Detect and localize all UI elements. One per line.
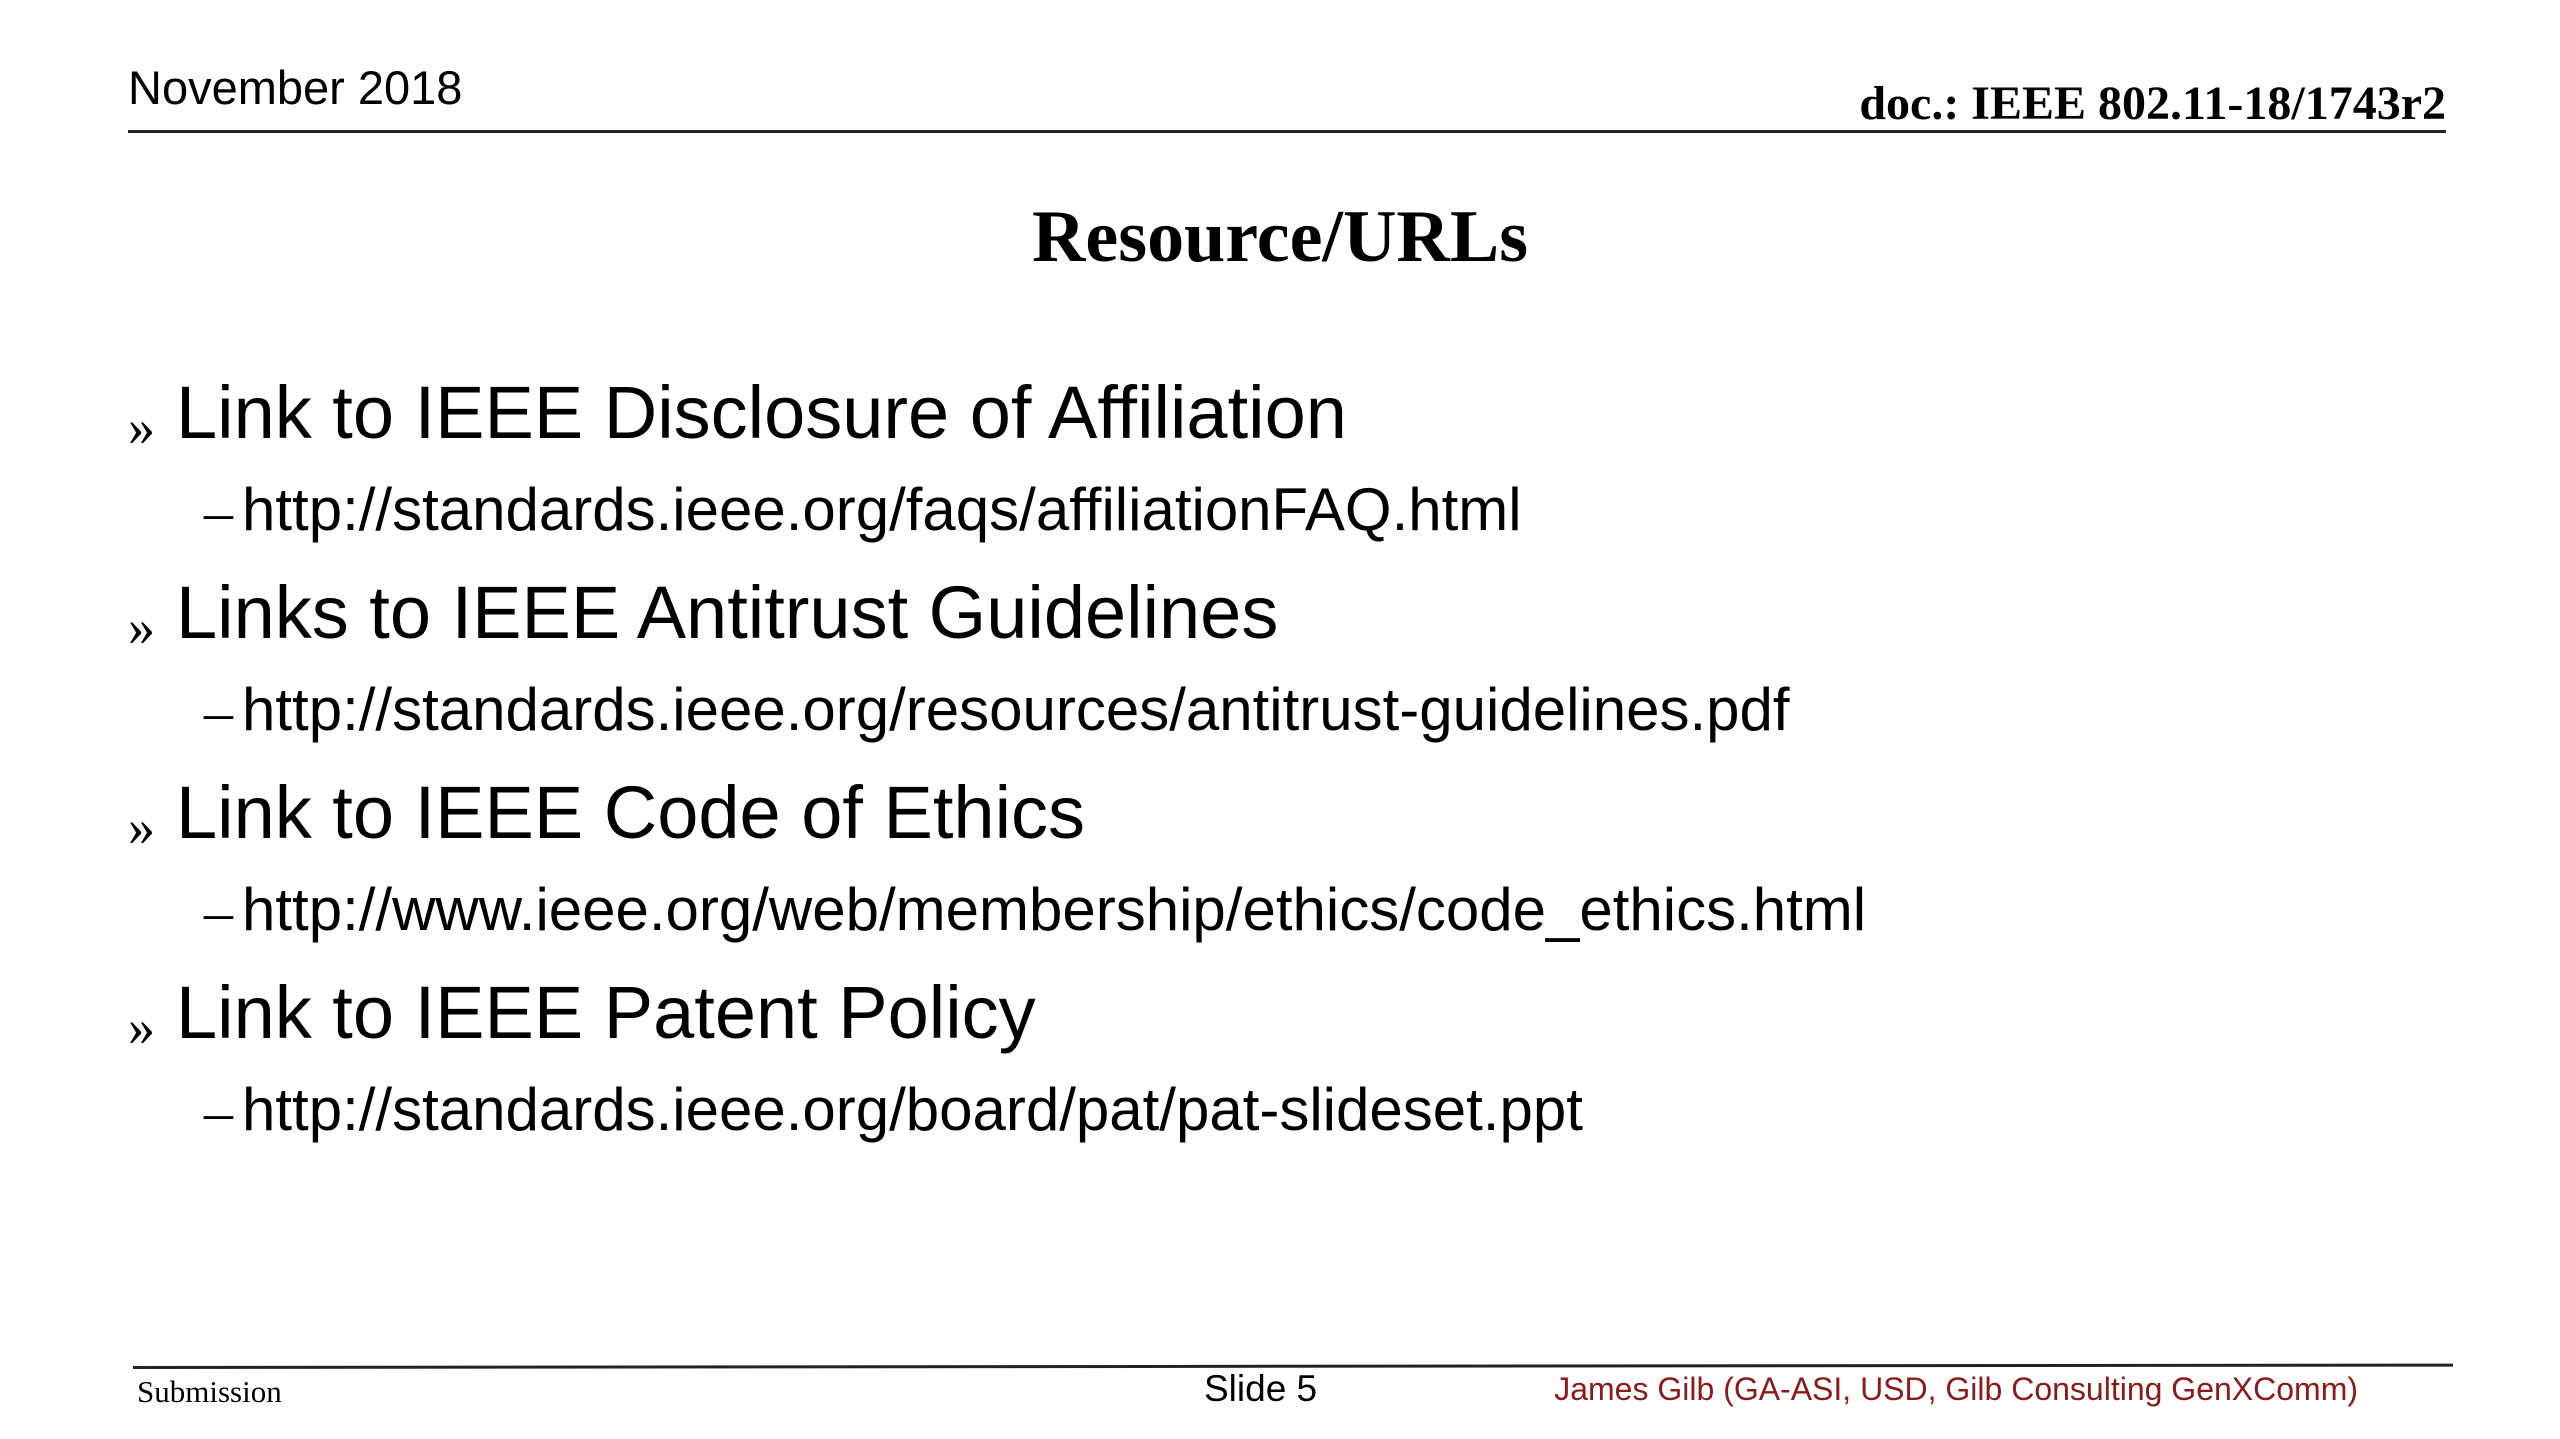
footer-submission: Submission <box>137 1374 282 1409</box>
header-doc-id: doc.: IEEE 802.11-18/1743r2 <box>1859 77 2446 130</box>
item-label: Links to IEEE Antitrust Guidelines <box>176 571 1279 654</box>
item-url-link[interactable]: http://www.ieee.org/web/membership/ethics/code_ethics.html <box>242 876 1867 943</box>
dash-marker: – <box>204 479 233 544</box>
slide-title: Resource/URLs <box>1031 196 1529 278</box>
bullet-marker: » <box>128 397 155 457</box>
item-label: Link to IEEE Code of Ethics <box>176 771 1086 854</box>
dash-marker: – <box>204 879 233 944</box>
item-url-link[interactable]: http://standards.ieee.org/faqs/affiliationFAQ.html <box>242 476 1522 543</box>
item-url-link[interactable]: http://standards.ieee.org/resources/antitrust-guidelines.pdf <box>242 676 1790 743</box>
header-divider <box>128 130 2446 133</box>
list-item <box>128 970 2428 1170</box>
list-item <box>128 370 2428 570</box>
list-item <box>128 570 2428 770</box>
dash-marker: – <box>204 1079 233 1144</box>
footer-author: James Gilb (GA-ASI, USD, Gilb Consulting GenXComm) <box>1554 1371 2358 1407</box>
dash-marker: – <box>204 679 233 744</box>
item-url-link[interactable]: http://standards.ieee.org/board/pat/pat-slideset.ppt <box>242 1076 1583 1143</box>
item-label: Link to IEEE Patent Policy <box>176 971 1036 1054</box>
footer-slide-number: Slide 5 <box>1204 1368 1318 1409</box>
bullet-marker: » <box>128 997 155 1057</box>
item-label: Link to IEEE Disclosure of Affiliation <box>176 371 1347 454</box>
bullet-list <box>128 370 2428 1170</box>
bullet-marker: » <box>128 597 155 657</box>
bullet-marker: » <box>128 797 155 857</box>
header-date: November 2018 <box>128 61 463 114</box>
list-item <box>128 770 2428 970</box>
